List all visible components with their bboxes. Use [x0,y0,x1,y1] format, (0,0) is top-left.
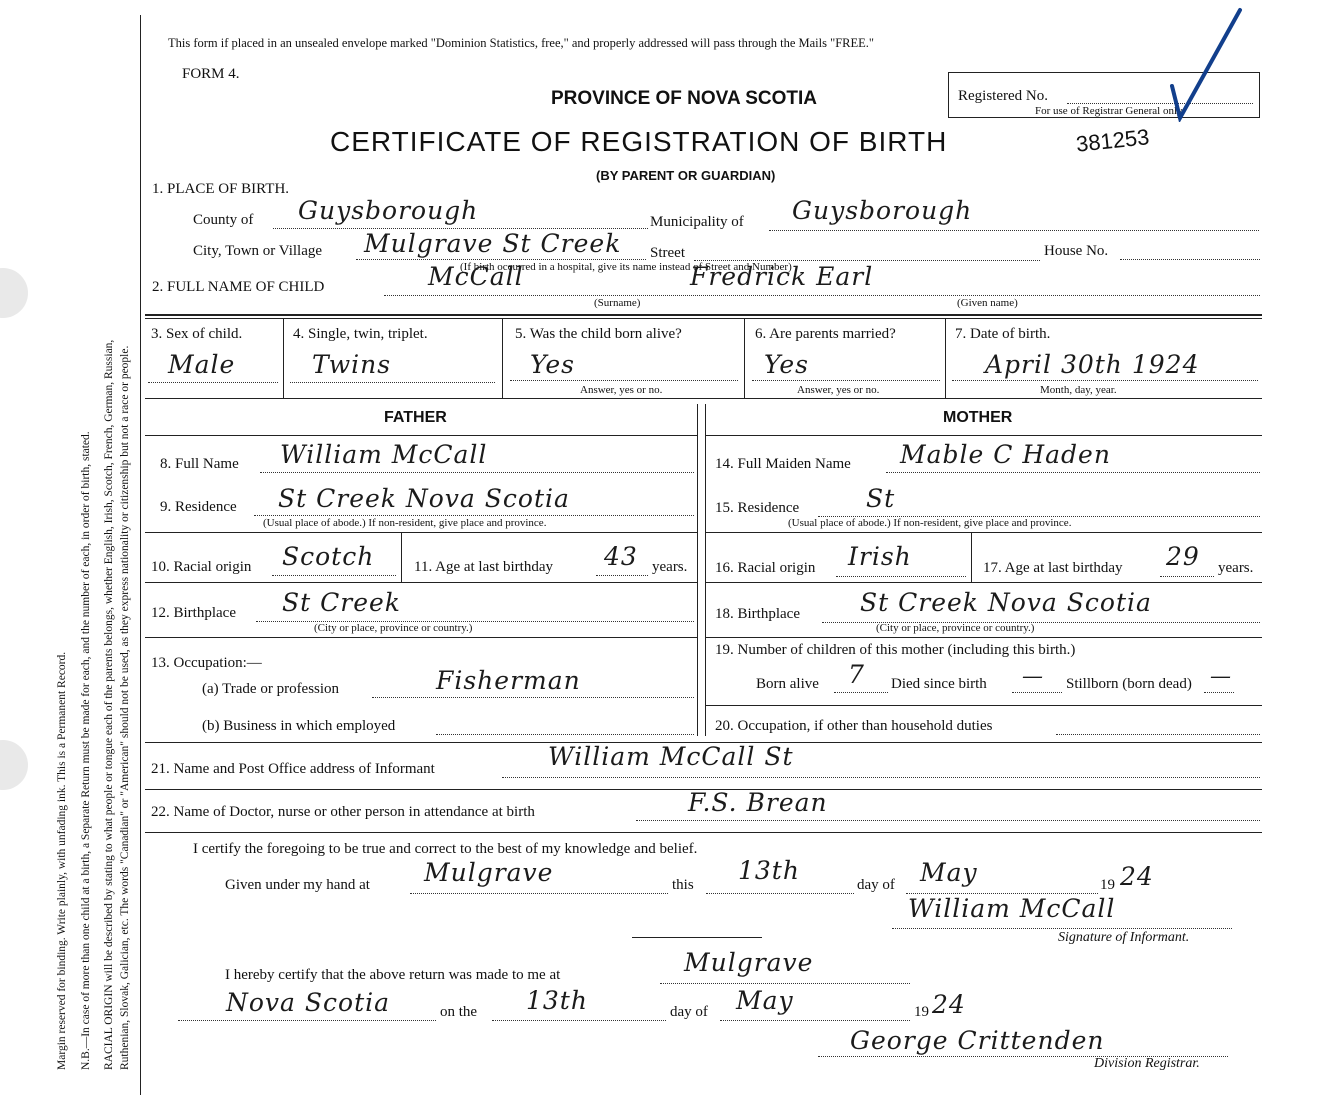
mother-racial-origin-label: 16. Racial origin [715,560,816,576]
registrar-day-value: 13th [526,986,588,1015]
doctor-value: F.S. Brean [688,788,828,817]
given-under-label: Given under my hand at [225,877,370,893]
certificate-title: CERTIFICATE OF REGISTRATION OF BIRTH [330,126,948,157]
margin-note-4: Ruthenian, Slovak, Galician, etc. The words "Canadian" or "American" should not be used, as they express nationality or citizenship but not a race or people. [119,345,131,1070]
father-occupation-label: 13. Occupation:— [151,655,262,671]
date-of-birth-label: 7. Date of birth. [955,326,1051,342]
municipality-label: Municipality of [650,214,744,230]
certify-place-value: Mulgrave [424,858,554,887]
certificate-number: 381253 [1074,124,1151,157]
child-surname-value: McCall [428,262,524,291]
born-alive-value: 7 [848,660,865,689]
county-value: Guysborough [298,196,479,225]
multiple-birth-label: 4. Single, twin, triplet. [293,326,428,342]
place-of-birth-heading: 1. PLACE OF BIRTH. [152,181,290,197]
mother-occupation-label: 20. Occupation, if other than household duties [715,718,993,734]
mother-residence-value: St [866,484,896,513]
date-of-birth-value: April 30th 1924 [985,350,1200,379]
father-heading: FATHER [384,409,447,426]
father-racial-origin-value: Scotch [282,542,375,571]
father-birthplace-label: 12. Birthplace [151,605,236,621]
province-heading: PROVINCE OF NOVA SCOTIA [551,88,818,109]
born-alive-answer: Yes [530,350,575,379]
hospital-note: (If birth occurred in a hospital, give its name instead of Street and Number) [460,261,792,273]
margin-note-2: N.B.—In case of more than one child at a birth, a Separate Return must be made for each, and the number of each, in order of birth, stated. [80,431,92,1070]
died-since-birth-value: — [1022,664,1043,688]
children-count-label: 19. Number of children of this mother (including this birth.) [715,642,1076,658]
registrar-caption: Division Registrar. [1094,1056,1200,1071]
stillborn-value: — [1210,664,1231,688]
mother-age-label: 17. Age at last birthday [983,560,1123,576]
certify-month-value: May [920,858,978,887]
mother-name-value: Mable C Haden [900,440,1111,469]
registrar-day-of-label: day of [670,1004,708,1020]
sex-label: 3. Sex of child. [151,326,243,342]
street-label: Street [650,245,685,261]
punch-hole [0,268,28,318]
father-name-label: 8. Full Name [160,456,239,472]
answer-caption: Answer, yes or no. [580,384,663,396]
punch-hole [0,740,28,790]
mother-heading: MOTHER [943,409,1013,426]
certify-year-prefix: 19 [1100,877,1115,893]
city-value: Mulgrave St Creek [364,229,622,258]
registered-number-note: For use of Registrar General only [1035,105,1183,117]
binding-margin-line [140,15,141,1095]
registrar-year-value: 24 [932,990,966,1019]
doctor-label: 22. Name of Doctor, nurse or other person in attendance at birth [151,804,535,820]
father-residence-label: 9. Residence [160,499,237,515]
mother-residence-label: 15. Residence [715,500,800,516]
father-name-value: William McCall [280,440,488,469]
died-since-birth-label: Died since birth [891,676,987,692]
registrar-statement: I hereby certify that the above return was made to me at [225,967,561,983]
father-birthplace-value: St Creek [282,588,401,617]
house-number-label: House No. [1044,243,1109,259]
father-trade-label: (a) Trade or profession [202,681,340,697]
form-number: FORM 4. [182,66,240,82]
date-caption: Month, day, year. [1040,384,1117,396]
registrar-year-prefix: 19 [914,1004,929,1020]
sex-value: Male [168,350,236,379]
born-alive-question-label: 5. Was the child born alive? [515,326,682,342]
county-label: County of [193,212,254,228]
informant-certification-statement: I certify the foregoing to be true and correct to the best of my knowledge and belief. [193,841,698,857]
informant-signature-caption: Signature of Informant. [1058,930,1190,945]
registrar-province-value: Nova Scotia [226,988,391,1017]
informant-value: William McCall St [548,742,794,771]
mother-birthplace-caption: (City or place, province or country.) [876,622,1035,634]
mother-racial-origin-value: Irish [848,542,912,571]
registered-number-label: Registered No. [958,88,1048,104]
father-birthplace-caption: (City or place, province or country.) [314,622,473,634]
informant-label: 21. Name and Post Office address of Informant [151,761,435,777]
father-age-label: 11. Age at last birthday [414,559,553,575]
registrar-place-value: Mulgrave [684,948,814,977]
mother-residence-caption: (Usual place of abode.) If non-resident, give place and province. [788,517,1072,529]
registrar-signature: George Crittenden [850,1026,1105,1055]
this-label: this [672,877,694,893]
father-residence-caption: (Usual place of abode.) If non-resident, give place and province. [263,517,547,529]
margin-note-1: Margin reserved for binding. Write plainly, with unfading ink. This is a Permanent Record. [56,651,68,1070]
on-the-label: on the [440,1004,478,1020]
mother-age-value: 29 [1166,542,1200,571]
child-name-label: 2. FULL NAME OF CHILD [152,279,325,295]
child-given-name-value: Fredrick Earl [690,262,874,291]
check-mark-icon [1150,6,1250,122]
surname-caption: (Surname) [594,297,641,309]
father-residence-value: St Creek Nova Scotia [278,484,570,513]
father-racial-origin-label: 10. Racial origin [151,559,252,575]
mail-note: This form if placed in an unsealed envelope marked "Dominion Statistics, free," and properly addressed will pass through the Mails "FREE." [168,36,875,50]
mother-birthplace-value: St Creek Nova Scotia [860,588,1152,617]
municipality-value: Guysborough [792,196,973,225]
father-age-value: 43 [604,542,638,571]
certify-day-value: 13th [738,856,800,885]
margin-note-3: RACIAL ORIGIN will be described by stating to what people or tongue each of the parents belongs, whether English, Irish, Scotch, French, German, Russian, [103,339,115,1070]
answer-caption: Answer, yes or no. [797,384,880,396]
day-of-label: day of [857,877,895,893]
mother-years-label: years. [1218,560,1254,576]
born-alive-label: Born alive [756,676,819,692]
certify-year-value: 24 [1120,862,1154,891]
mother-birthplace-label: 18. Birthplace [715,606,800,622]
certificate-subtitle: (BY PARENT OR GUARDIAN) [596,168,776,183]
informant-signature: William McCall [908,894,1116,923]
registrar-month-value: May [736,986,794,1015]
multiple-birth-value: Twins [312,350,392,379]
father-business-label: (b) Business in which employed [202,718,396,734]
city-label: City, Town or Village [193,243,323,259]
father-trade-value: Fisherman [436,666,581,695]
father-years-label: years. [652,559,688,575]
stillborn-label: Stillborn (born dead) [1066,676,1192,692]
given-name-caption: (Given name) [957,297,1018,309]
parents-married-label: 6. Are parents married? [755,326,896,342]
parents-married-answer: Yes [764,350,809,379]
mother-name-label: 14. Full Maiden Name [715,456,851,472]
